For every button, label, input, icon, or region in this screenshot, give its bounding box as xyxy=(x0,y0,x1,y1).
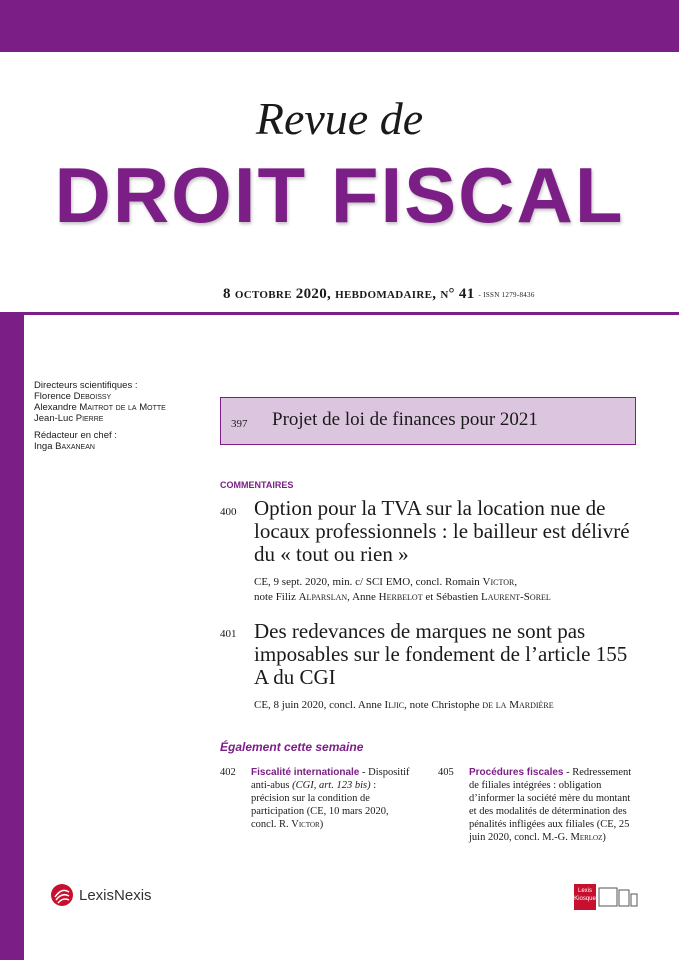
director-name: Jean-Luc Pierre xyxy=(34,413,104,424)
header-divider xyxy=(0,312,679,315)
brief-text: Procédures fiscales - Redressement de filiales intégrées : obligation d’informer la société mère du montant et des modalités de détermination des pénalités infligées aux filiales (CE, 25 juin 2020, concl. M.-G. Merloz) xyxy=(469,767,632,843)
commentaires-heading: COMMENTAIRES xyxy=(220,480,294,490)
brief-number: 402 xyxy=(220,767,236,778)
headline-box[interactable] xyxy=(220,397,636,445)
logo-text: LexisNexis xyxy=(79,886,152,904)
title-main: DROIT FISCAL xyxy=(54,151,625,239)
title-top: Revue de xyxy=(255,93,424,144)
staff-block xyxy=(34,380,214,452)
directors-label: Directeurs scientifiques : xyxy=(34,380,138,391)
director-name: Florence Deboissy xyxy=(34,391,112,402)
director-name: Alexandre Maitrot de la Motte xyxy=(34,402,166,413)
top-color-band xyxy=(0,0,679,52)
lexis-kiosque-badge: Lexis Kiosque xyxy=(574,884,596,910)
also-heading: Également cette semaine xyxy=(220,740,364,754)
devices-icon xyxy=(598,886,638,910)
brief-number: 405 xyxy=(438,767,454,778)
issue-info: 8 octobre 2020, hebdomadaire, n° 41 xyxy=(223,286,475,302)
issue-line xyxy=(223,286,535,303)
issn: - ISSN 1279-8436 xyxy=(478,290,535,299)
brief-text: Fiscalité internationale - Dispositif anti-abus (CGI, art. 123 bis) : précision sur la condition de participation (CE, 10 mars 2020, concl. R. Victor) xyxy=(251,767,410,830)
lexisnexis-emblem-icon xyxy=(50,883,74,907)
brief-topic: Fiscalité internationale xyxy=(251,767,360,778)
article-title: Des redevances de marques ne sont pas imposables sur le fondement de l’article 155 A du CGI xyxy=(254,619,628,689)
article-reference: CE, 9 sept. 2020, min. c/ SCI EMO, concl. Romain Victor, note Filiz Alparslan, Anne Herbelot et Sébastien Laurent-Sorel xyxy=(254,576,551,603)
article-number: 401 xyxy=(220,628,237,640)
editor-label: Rédacteur en chef : xyxy=(34,430,117,441)
article-number: 400 xyxy=(220,506,237,518)
headline-number: 397 xyxy=(231,418,248,430)
headline-title: Projet de loi de finances pour 2021 xyxy=(272,409,538,430)
side-color-bar xyxy=(0,314,24,960)
lexisnexis-logo xyxy=(50,883,152,907)
editor-name: Inga Baxanean xyxy=(34,441,95,452)
article-reference: CE, 8 juin 2020, concl. Anne Iljic, note Christophe de la Mardière xyxy=(254,699,554,711)
article-title: Option pour la TVA sur la location nue de locaux professionnels : le bailleur est délivré du « tout ou rien » xyxy=(254,496,630,566)
brief-topic: Procédures fiscales xyxy=(469,767,564,778)
